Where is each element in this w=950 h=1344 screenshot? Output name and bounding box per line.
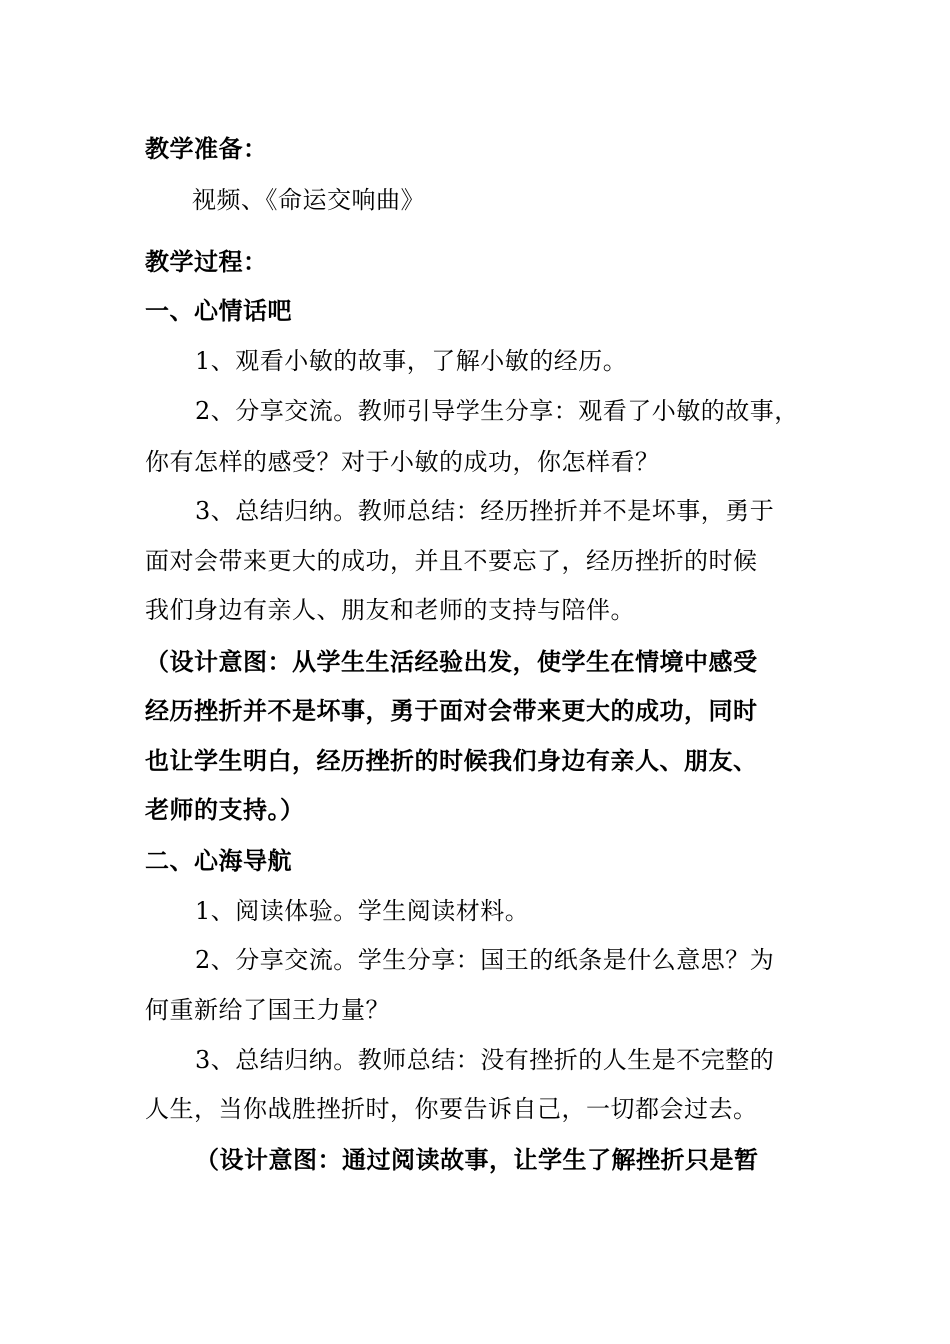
section-1-line: 我们身边有亲人、朋友和老师的支持与陪伴。 [145,596,635,624]
section-2-line: 人生，当你战胜挫折时，你要告诉自己，一切都会过去。 [145,1095,758,1123]
section-1-title: 一、心情话吧 [145,297,292,325]
process-heading: 教学过程： [145,248,268,276]
prep-heading: 教学准备： [145,135,268,163]
section-1-line: 你有怎样的感受？对于小敏的成功，你怎样看？ [145,448,660,476]
section-2-design-intent: （设计意图：通过阅读故事，让学生了解挫折只是暂 [195,1146,759,1174]
section-1-design-intent: 也让学生明白，经历挫折的时候我们身边有亲人、朋友、 [145,747,758,775]
section-1-design-intent: 老师的支持。） [145,796,305,824]
section-1-line: 3、总结归纳。教师总结：经历挫折并不是坏事，勇于 [195,497,775,525]
section-2-line: 1、阅读体验。学生阅读材料。 [195,897,530,925]
section-1-design-intent: （设计意图：从学生生活经验出发，使学生在情境中感受 [145,648,758,676]
section-2-line: 何重新给了国王力量？ [145,996,390,1024]
section-1-line: 1、观看小敏的故事，了解小敏的经历。 [195,347,628,375]
section-1-design-intent: 经历挫折并不是坏事，勇于面对会带来更大的成功，同时 [145,697,758,725]
section-2-line: 2、分享交流。学生分享：国王的纸条是什么意思？为 [195,946,775,974]
prep-content: 视频、《命运交响曲》 [192,186,425,214]
section-1-line: 2、分享交流。教师引导学生分享：观看了小敏的故事， [195,397,799,425]
section-2-line: 3、总结归纳。教师总结：没有挫折的人生是不完整的 [195,1046,775,1074]
section-2-title: 二、心海导航 [145,847,292,875]
section-1-line: 面对会带来更大的成功，并且不要忘了，经历挫折的时候 [145,547,758,575]
